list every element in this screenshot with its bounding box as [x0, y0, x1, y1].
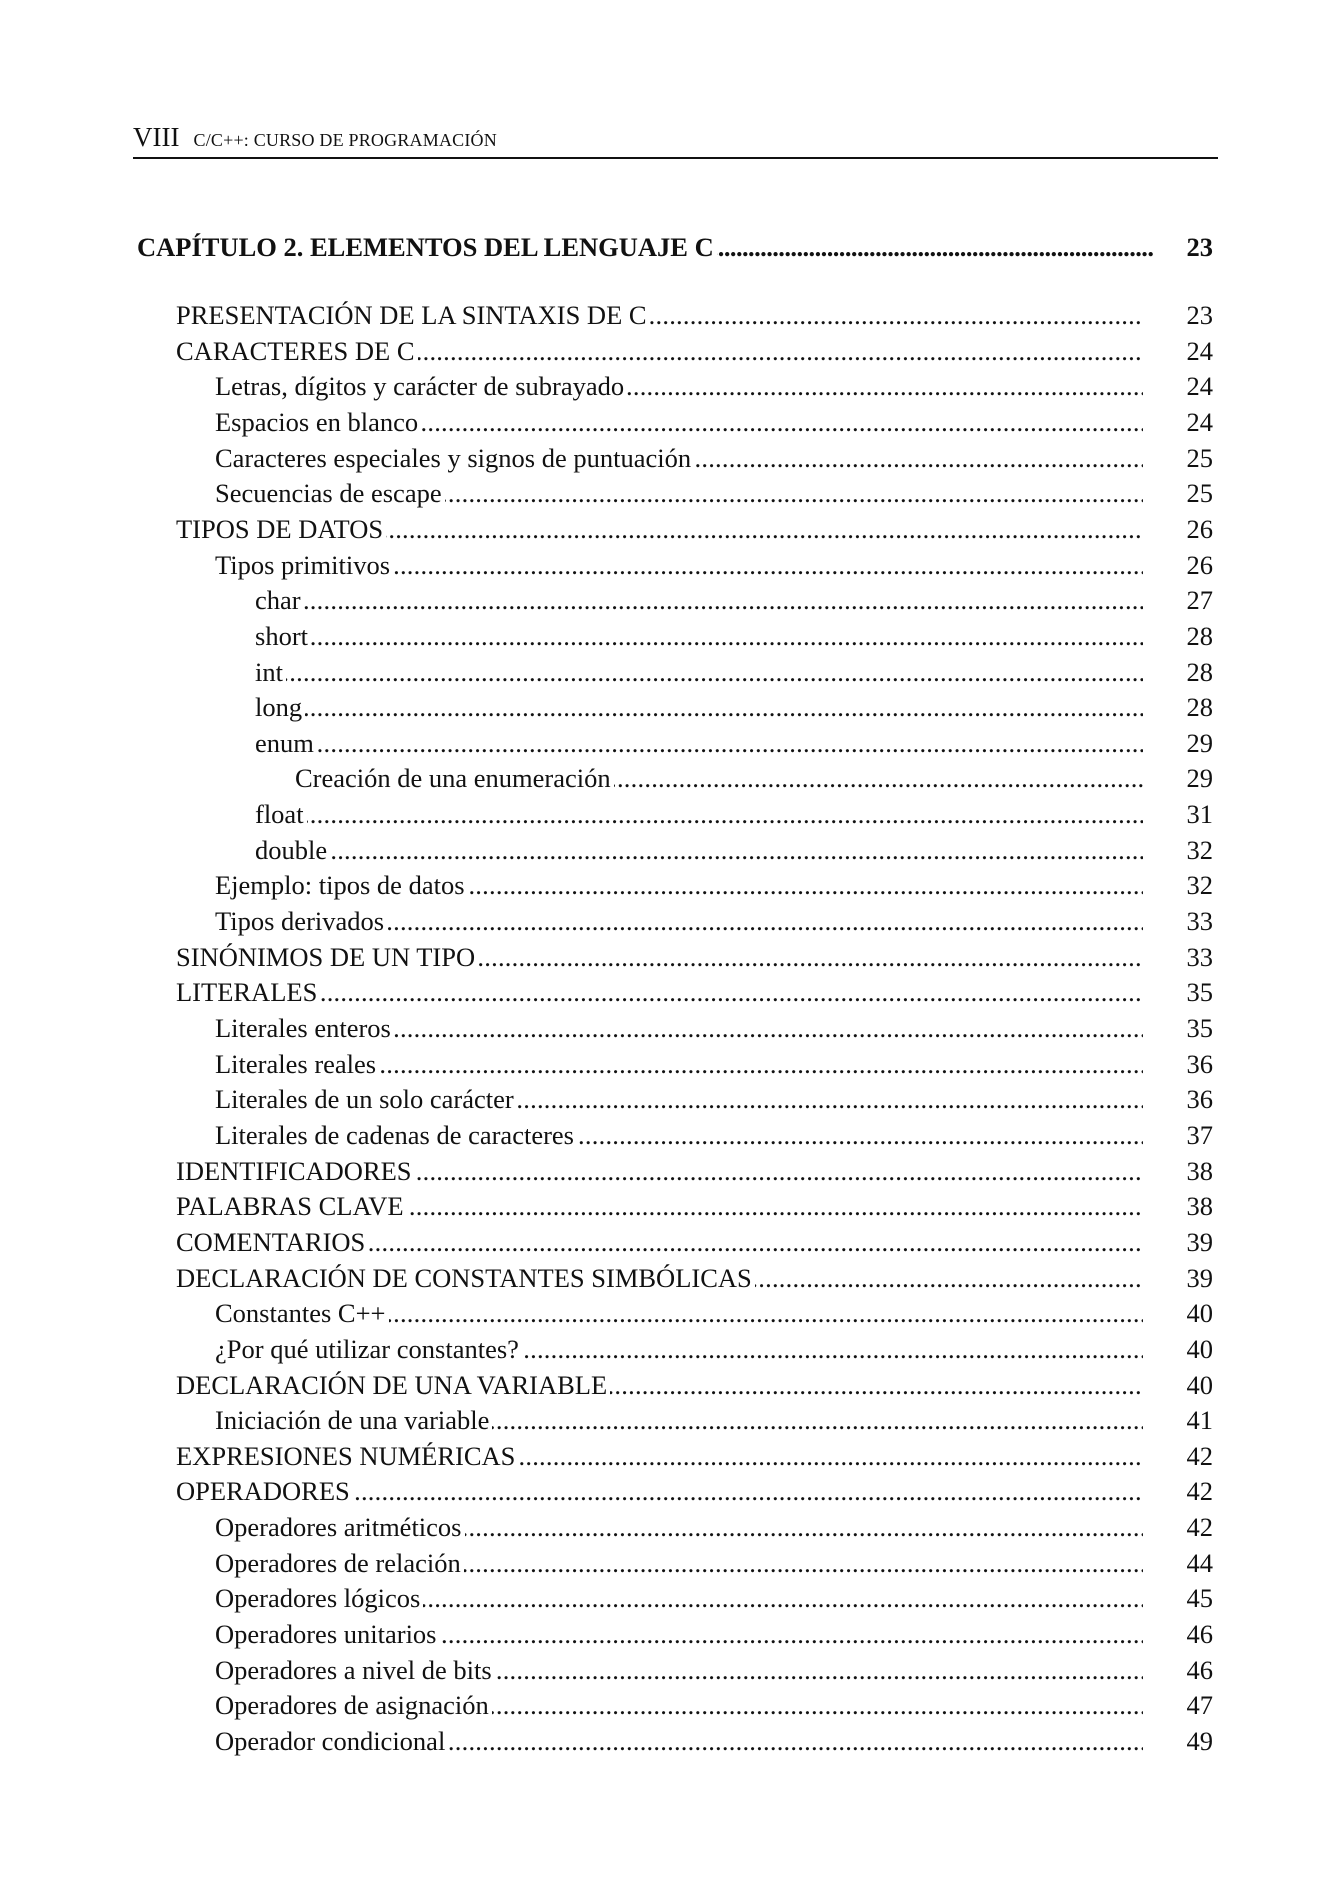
toc-entry-label: char	[255, 582, 304, 618]
header-rule	[133, 157, 1218, 159]
toc-entry-label: Espacios en blanco	[215, 404, 421, 440]
page-number: VIII	[133, 122, 180, 152]
toc-entry[interactable]	[215, 903, 1213, 939]
toc-entry[interactable]	[176, 333, 1213, 369]
toc-entry[interactable]	[215, 867, 1213, 903]
toc-entry-page: 23	[1186, 300, 1213, 330]
toc-entry-page: 46	[1186, 1655, 1213, 1685]
toc-entry-page: 25	[1186, 478, 1213, 508]
toc-entry-label: Iniciación de una variable	[215, 1402, 492, 1438]
toc-entry-page: 39	[1186, 1227, 1213, 1257]
toc-entry-page: 44	[1186, 1548, 1213, 1578]
toc-entry-page: 28	[1186, 621, 1213, 651]
toc-entry[interactable]	[176, 1153, 1213, 1189]
toc-entry-page: 36	[1186, 1084, 1213, 1114]
toc-entry[interactable]	[255, 582, 1213, 618]
toc-leader-dots	[255, 689, 1143, 725]
toc-entry[interactable]	[215, 475, 1213, 511]
toc-entry[interactable]	[215, 1616, 1213, 1652]
toc-entry-page: 35	[1186, 1013, 1213, 1043]
toc-entry-page: 40	[1186, 1334, 1213, 1364]
toc-entry[interactable]	[176, 297, 1213, 333]
toc-entry-label: TIPOS DE DATOS	[176, 511, 386, 547]
toc-entry[interactable]	[215, 1580, 1213, 1616]
toc-entry-page: 24	[1186, 371, 1213, 401]
toc-entry[interactable]	[255, 618, 1213, 654]
toc-entry-page: 42	[1186, 1512, 1213, 1542]
toc-entry-page: 24	[1186, 336, 1213, 366]
toc-entry-label: ¿Por qué utilizar constantes?	[215, 1331, 522, 1367]
toc-entry[interactable]	[176, 1438, 1213, 1474]
toc-entry[interactable]	[176, 1473, 1213, 1509]
toc-entry[interactable]	[215, 1402, 1213, 1438]
toc-entry-page: 45	[1186, 1583, 1213, 1613]
toc-entry-label: Tipos primitivos	[215, 547, 393, 583]
toc-entry-label: IDENTIFICADORES	[176, 1153, 415, 1189]
toc-entry[interactable]	[215, 547, 1213, 583]
toc-entry[interactable]	[215, 1081, 1213, 1117]
toc-entry-label: long	[255, 689, 305, 725]
toc-entry[interactable]	[215, 1652, 1213, 1688]
toc-entry-label: short	[255, 618, 311, 654]
toc-entry-page: 37	[1186, 1120, 1213, 1150]
toc-entry[interactable]	[215, 1723, 1213, 1759]
toc-entry-label: DECLARACIÓN DE UNA VARIABLE	[176, 1367, 610, 1403]
toc-entry[interactable]	[255, 725, 1213, 761]
toc-entry-label: Secuencias de escape	[215, 475, 445, 511]
toc-entry-label: CARACTERES DE C	[176, 333, 418, 369]
toc-entry-page: 35	[1186, 977, 1213, 1007]
toc-entry[interactable]	[295, 760, 1213, 796]
toc-entry-page: 40	[1186, 1298, 1213, 1328]
toc-entry-label: Operadores de relación	[215, 1545, 464, 1581]
toc-entry[interactable]	[176, 511, 1213, 547]
toc-entry-page: 40	[1186, 1370, 1213, 1400]
toc-entry-label: PRESENTACIÓN DE LA SINTAXIS DE C	[176, 297, 650, 333]
running-header	[133, 122, 1218, 155]
toc-entry-page: 27	[1186, 585, 1213, 615]
toc-entry-label: enum	[255, 725, 317, 761]
toc-chapter-label: CAPÍTULO 2. ELEMENTOS DEL LENGUAJE C	[137, 229, 717, 265]
toc-entry[interactable]	[176, 974, 1213, 1010]
toc-entry[interactable]	[255, 796, 1213, 832]
toc-entry[interactable]	[215, 1331, 1213, 1367]
toc-entry[interactable]	[176, 1188, 1213, 1224]
toc-entry-label: PALABRAS CLAVE	[176, 1188, 407, 1224]
toc-entry-label: Operadores a nivel de bits	[215, 1652, 495, 1688]
toc-entry-page: 38	[1186, 1191, 1213, 1221]
toc-entry-label: COMENTARIOS	[176, 1224, 368, 1260]
toc-entry-label: Literales reales	[215, 1046, 379, 1082]
toc-entry-label: Creación de una enumeración	[295, 760, 614, 796]
toc-entry[interactable]	[176, 1224, 1213, 1260]
toc-entry-label: Operador condicional	[215, 1723, 448, 1759]
toc-chapter-page: 23	[1186, 232, 1213, 262]
toc-entry[interactable]	[255, 654, 1213, 690]
toc-entry-label: Literales de un solo carácter	[215, 1081, 517, 1117]
toc-entry-page: 41	[1186, 1405, 1213, 1435]
toc-entry-page: 33	[1186, 906, 1213, 936]
toc-entry-page: 28	[1186, 692, 1213, 722]
toc-entry-page: 26	[1186, 550, 1213, 580]
toc-entry-page: 29	[1186, 763, 1213, 793]
toc-leader-dots	[255, 832, 1143, 868]
toc-entry[interactable]	[255, 689, 1213, 725]
toc-entry[interactable]	[176, 939, 1213, 975]
toc-entry-page: 28	[1186, 657, 1213, 687]
toc-entry-label: double	[255, 832, 330, 868]
toc-entry[interactable]	[215, 1117, 1213, 1153]
toc-entry-label: OPERADORES	[176, 1473, 353, 1509]
toc-entry-page: 32	[1186, 870, 1213, 900]
toc-entry-label: Ejemplo: tipos de datos	[215, 867, 468, 903]
toc-entry-label: Caracteres especiales y signos de puntuación	[215, 440, 694, 476]
toc-leader-dots	[255, 796, 1143, 832]
toc-entry-page: 33	[1186, 942, 1213, 972]
toc-entry[interactable]	[215, 1687, 1213, 1723]
toc-leader-dots	[255, 618, 1143, 654]
toc-leader-dots	[255, 582, 1143, 618]
toc-entry-page: 25	[1186, 443, 1213, 473]
toc-entry-label: Literales enteros	[215, 1010, 394, 1046]
toc-entry-label: Operadores lógicos	[215, 1580, 423, 1616]
toc-entry[interactable]	[215, 1509, 1213, 1545]
toc-entry-page: 47	[1186, 1690, 1213, 1720]
toc-entry-label: Literales de cadenas de caracteres	[215, 1117, 577, 1153]
toc-entry-label: int	[255, 654, 286, 690]
toc-leader-dots	[255, 725, 1143, 761]
toc-entry[interactable]	[176, 1367, 1213, 1403]
toc-entry[interactable]	[176, 1260, 1213, 1296]
toc-entry-page: 32	[1186, 835, 1213, 865]
toc-entry[interactable]	[255, 832, 1213, 868]
toc-entry-page: 26	[1186, 514, 1213, 544]
toc-entry-page: 49	[1186, 1726, 1213, 1756]
toc-entry-label: float	[255, 796, 307, 832]
toc-entry-page: 42	[1186, 1441, 1213, 1471]
toc-entry[interactable]	[215, 1010, 1213, 1046]
toc-entry-label: Operadores unitarios	[215, 1616, 440, 1652]
toc-entry-label: Constantes C++	[215, 1295, 389, 1331]
toc-entry-page: 36	[1186, 1049, 1213, 1079]
toc-entry-label: LITERALES	[176, 974, 320, 1010]
toc-entry[interactable]	[215, 368, 1213, 404]
toc-entry-label: SINÓNIMOS DE UN TIPO	[176, 939, 478, 975]
toc-entry-label: Letras, dígitos y carácter de subrayado	[215, 368, 627, 404]
toc-leader-dots	[176, 974, 1143, 1010]
toc-entry-page: 42	[1186, 1476, 1213, 1506]
toc-entry-page: 38	[1186, 1156, 1213, 1186]
toc-entry-label: DECLARACIÓN DE CONSTANTES SIMBÓLICAS	[176, 1260, 755, 1296]
toc-entry[interactable]	[215, 440, 1213, 476]
toc-entry[interactable]	[215, 404, 1213, 440]
toc-chapter-heading[interactable]	[137, 229, 1213, 265]
toc-entry[interactable]	[215, 1046, 1213, 1082]
toc-entry[interactable]	[215, 1295, 1213, 1331]
toc-entry-label: Operadores de asignación	[215, 1687, 492, 1723]
book-title: C/C++: CURSO DE PROGRAMACIÓN	[193, 130, 497, 150]
toc-entry-label: Operadores aritméticos	[215, 1509, 465, 1545]
toc-leader-dots	[255, 654, 1143, 690]
toc-entry-page: 29	[1186, 728, 1213, 758]
toc-entry-page: 31	[1186, 799, 1213, 829]
toc-entry-label: Tipos derivados	[215, 903, 387, 939]
toc-entry-page: 24	[1186, 407, 1213, 437]
toc-entry[interactable]	[215, 1545, 1213, 1581]
toc-entry-label: EXPRESIONES NUMÉRICAS	[176, 1438, 518, 1474]
toc-entry-page: 39	[1186, 1263, 1213, 1293]
toc-entry-page: 46	[1186, 1619, 1213, 1649]
